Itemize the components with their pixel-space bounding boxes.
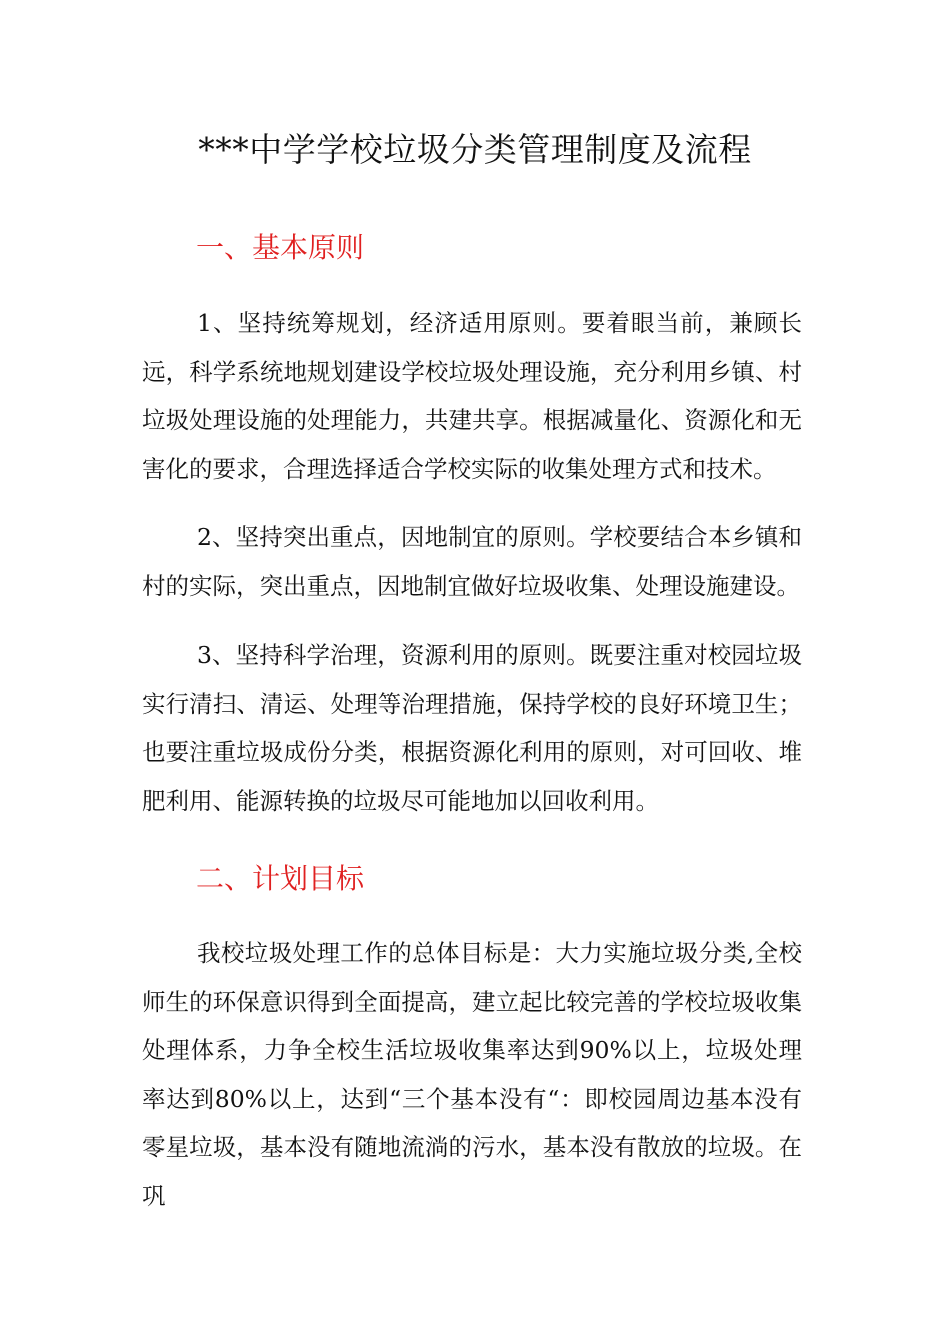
- paragraph-principle-2: 2、坚持突出重点，因地制宜的原则。学校要结合本乡镇和村的实际，突出重点，因地制宜做好垃圾收集、处理设施建设。: [142, 523, 802, 600]
- page-title: ***中学学校垃圾分类管理制度及流程: [198, 130, 752, 169]
- paragraph-principle-1: 1、坚持统筹规划，经济适用原则。要着眼当前，兼顾长远，科学系统地规划建设学校垃圾处理设施，充分利用乡镇、村垃圾处理设施的处理能力，共建共享。根据减量化、资源化和无害化的要求，合理选择适合学校实际的收集处理方式和技术。: [142, 309, 802, 483]
- paragraph-principle-3: 3、坚持科学治理，资源利用的原则。既要注重对校园垃圾实行清扫、清运、处理等治理措施，保持学校的良好环境卫生；也要注重垃圾成份分类，根据资源化利用的原则，对可回收、堆肥利用、能源转换的垃圾尽可能地加以回收利用。: [142, 641, 802, 815]
- section-heading-basic-principles: 一、基本原则: [196, 231, 365, 264]
- paragraph-goal-1: 我校垃圾处理工作的总体目标是：大力实施垃圾分类,全校师生的环保意识得到全面提高，建立起比较完善的学校垃圾收集处理体系，力争全校生活垃圾收集率达到90%以上，垃圾处理率达到80%以上，达到“三个基本没有“：即校园周边基本没有零星垃圾，基本没有随地流淌的污水，基本没有散放的垃圾。在巩: [142, 939, 802, 1210]
- section-heading-plan-goals: 二、计划目标: [196, 862, 365, 895]
